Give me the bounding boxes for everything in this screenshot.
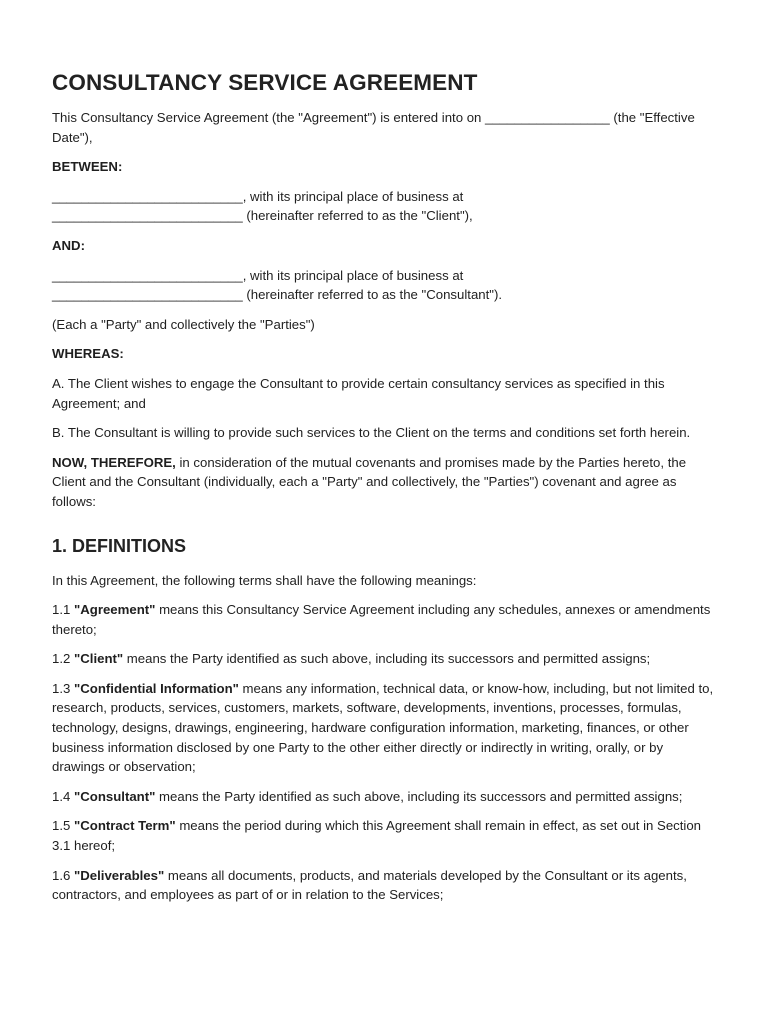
now-therefore-lead: NOW, THEREFORE, xyxy=(52,454,176,470)
recital-a: A. The Client wishes to engage the Consultant to provide certain consultancy services as specified in this Agreement; and xyxy=(52,375,665,411)
definition-term: "Consultant" xyxy=(74,788,156,804)
definition-term: "Contract Term" xyxy=(74,818,176,834)
client-line-2: __________________________ (hereinafter referred to as the "Client"), xyxy=(52,208,473,224)
definition-number: 1.3 xyxy=(52,680,74,696)
section-1-intro: In this Agreement, the following terms shall have the following meanings: xyxy=(52,572,477,588)
definition-term: "Deliverables" xyxy=(74,867,165,883)
definition-item xyxy=(52,816,718,855)
and-heading: AND: xyxy=(52,237,85,253)
between-heading: BETWEEN: xyxy=(52,159,123,175)
definition-text: means the Party identified as such above, including its successors and permitted assigns; xyxy=(123,651,651,667)
definition-item xyxy=(52,600,718,639)
definition-item xyxy=(52,679,718,777)
recital-b: B. The Consultant is willing to provide such services to the Client on the terms and conditions set forth herein. xyxy=(52,425,691,441)
definition-number: 1.2 xyxy=(52,651,74,667)
definition-item xyxy=(52,866,718,905)
definition-item xyxy=(52,649,718,669)
intro-paragraph: This Consultancy Service Agreement (the "Agreement") is entered into on _________________ (the "Effective Date"), xyxy=(52,110,695,145)
client-party-block xyxy=(52,187,718,226)
definition-number: 1.4 xyxy=(52,788,74,804)
definition-number: 1.1 xyxy=(52,602,74,618)
definition-text: means the period during which this Agreement shall remain in effect, as set out in Section 3.1 hereof; xyxy=(52,818,702,854)
definition-term: "Confidential Information" xyxy=(74,680,239,696)
parties-note: (Each a "Party" and collectively the "Parties") xyxy=(52,316,315,332)
definition-text: means the Party identified as such above, including its successors and permitted assigns; xyxy=(155,788,683,804)
definition-text: means any information, technical data, or know-how, including, but not limited to, research, products, services, customers, markets, software, developments, inventions, processes, formulas, technology, designs, drawings, engineering, hardware configuration information, marketing, finances, or other business information disclosed by one Party to the other either directly or indirectly in writing, orally, or by drawings or observation; xyxy=(52,680,714,775)
consultant-line-1: __________________________, with its principal place of business at xyxy=(52,267,464,283)
definition-item xyxy=(52,787,718,807)
section-1-title: 1. DEFINITIONS xyxy=(52,535,187,556)
consultant-line-2: __________________________ (hereinafter referred to as the "Consultant"). xyxy=(52,287,503,303)
now-therefore-paragraph xyxy=(52,453,718,512)
document-title: CONSULTANCY SERVICE AGREEMENT xyxy=(52,70,478,95)
definition-number: 1.5 xyxy=(52,818,74,834)
client-line-1: __________________________, with its principal place of business at xyxy=(52,188,464,204)
definition-number: 1.6 xyxy=(52,867,74,883)
whereas-heading: WHEREAS: xyxy=(52,346,124,362)
definition-term: "Client" xyxy=(74,651,124,667)
consultant-party-block xyxy=(52,266,718,305)
definition-text: means this Consultancy Service Agreement including any schedules, annexes or amendments thereto; xyxy=(52,602,711,637)
now-therefore-text: in consideration of the mutual covenants and promises made by the Parties hereto, the Client and the Consultant (individually, each a "Party" and collectively, the "Parties") covenant and agree as follows: xyxy=(52,454,687,509)
definition-text: means all documents, products, and materials developed by the Consultant or its agents, contractors, and employees as part of or in relation to the Services; xyxy=(52,867,687,903)
definition-term: "Agreement" xyxy=(74,602,156,618)
